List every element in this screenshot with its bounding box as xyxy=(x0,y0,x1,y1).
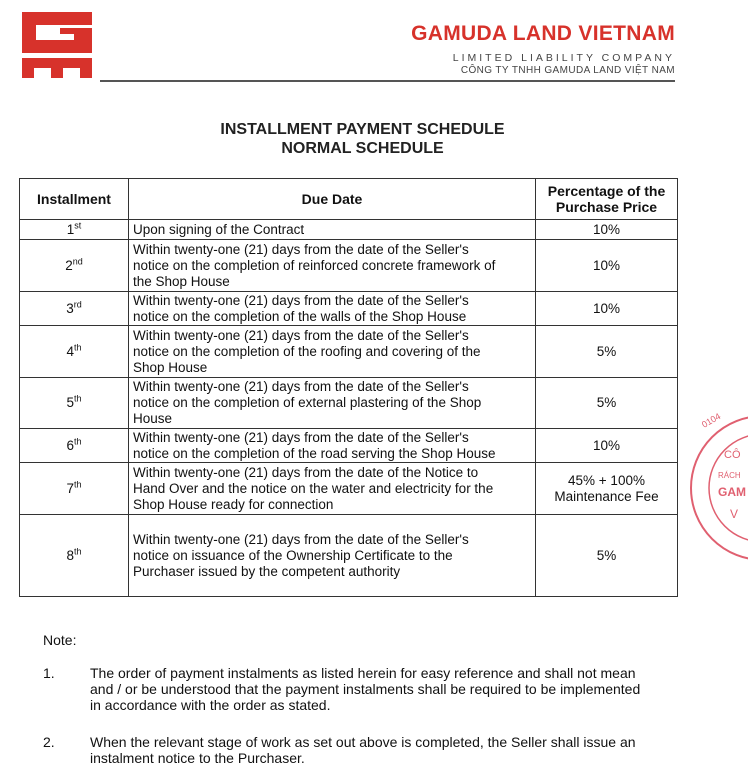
percentage-cell: 10% xyxy=(536,429,678,463)
due-date-cell: Within twenty-one (21) days from the date of the Seller's notice on the completion of the walls of the Shop House xyxy=(129,292,536,326)
note-label: Note: xyxy=(43,632,77,648)
installment-number: 1st xyxy=(20,220,129,240)
note-text: When the relevant stage of work as set out above is completed, the Seller shall issue an instalment notice to the Purchaser. xyxy=(90,734,636,766)
table-row xyxy=(20,515,678,597)
percentage-cell: 10% xyxy=(536,240,678,292)
installment-number: 5th xyxy=(20,378,129,429)
gamuda-logo-icon xyxy=(22,12,92,78)
svg-text:CÔ: CÔ xyxy=(724,449,741,461)
table-row xyxy=(20,463,678,515)
installment-number: 3rd xyxy=(20,292,129,326)
title-line-2: NORMAL SCHEDULE xyxy=(281,140,444,157)
svg-text:RÁCH: RÁCH xyxy=(718,471,741,480)
due-date-cell: Within twenty-one (21) days from the date of the Seller's notice on issuance of the Ownership Certificate to the Purchaser issued by the competent authority xyxy=(129,515,536,597)
svg-text:V: V xyxy=(730,507,739,521)
header-installment: Installment xyxy=(20,179,129,220)
document-title xyxy=(0,120,725,158)
header-percentage: Percentage of the Purchase Price xyxy=(536,179,678,220)
table-row xyxy=(20,326,678,378)
percentage-cell: 5% xyxy=(536,326,678,378)
company-name-vietnamese: CÔNG TY TNHH GAMUDA LAND VIỆT NAM xyxy=(460,65,675,76)
due-date-cell: Within twenty-one (21) days from the date of the Seller's notice on the completion of reinforced concrete framework of the Shop House xyxy=(129,240,536,292)
installment-number: 8th xyxy=(20,515,129,597)
percentage-cell: 45% + 100% Maintenance Fee xyxy=(536,463,678,515)
due-date-cell: Within twenty-one (21) days from the date of the Seller's notice on the completion of the road serving the Shop House xyxy=(129,429,536,463)
table-row xyxy=(20,429,678,463)
title-line-1: INSTALLMENT PAYMENT SCHEDULE xyxy=(220,121,505,138)
percentage-cell: 5% xyxy=(536,515,678,597)
note-number: 2. xyxy=(43,734,55,750)
table-row xyxy=(20,240,678,292)
due-date-cell: Within twenty-one (21) days from the date of the Seller's notice on the completion of external plastering of the Shop House xyxy=(129,378,536,429)
company-name: GAMUDA LAND VIETNAM xyxy=(411,22,675,45)
note-number: 1. xyxy=(43,665,55,681)
header-due-date: Due Date xyxy=(129,179,536,220)
percentage-cell: 10% xyxy=(536,292,678,326)
due-date-cell: Within twenty-one (21) days from the date of the Seller's notice on the completion of the roofing and covering of the Shop House xyxy=(129,326,536,378)
header-divider xyxy=(100,80,675,82)
installment-number: 2nd xyxy=(20,240,129,292)
installment-number: 6th xyxy=(20,429,129,463)
percentage-cell: 10% xyxy=(536,220,678,240)
svg-text:GAM: GAM xyxy=(718,485,746,499)
table-row xyxy=(20,220,678,240)
payment-schedule-table xyxy=(19,178,678,597)
table-row xyxy=(20,292,678,326)
installment-number: 4th xyxy=(20,326,129,378)
table-row xyxy=(20,378,678,429)
due-date-cell: Upon signing of the Contract xyxy=(129,220,536,240)
installment-number: 7th xyxy=(20,463,129,515)
company-seal-stamp xyxy=(688,398,748,578)
svg-text:0104: 0104 xyxy=(700,411,723,430)
company-type: LIMITED LIABILITY COMPANY xyxy=(452,52,675,64)
company-header xyxy=(411,22,675,76)
note-text: The order of payment instalments as listed herein for easy reference and shall not mean and / or be understood that the payment instalments shall be required to be implemented in accordance with the order as stated. xyxy=(90,665,641,713)
due-date-cell: Within twenty-one (21) days from the date of the Notice to Hand Over and the notice on the water and electricity for the Shop House ready for connection xyxy=(129,463,536,515)
percentage-cell: 5% xyxy=(536,378,678,429)
